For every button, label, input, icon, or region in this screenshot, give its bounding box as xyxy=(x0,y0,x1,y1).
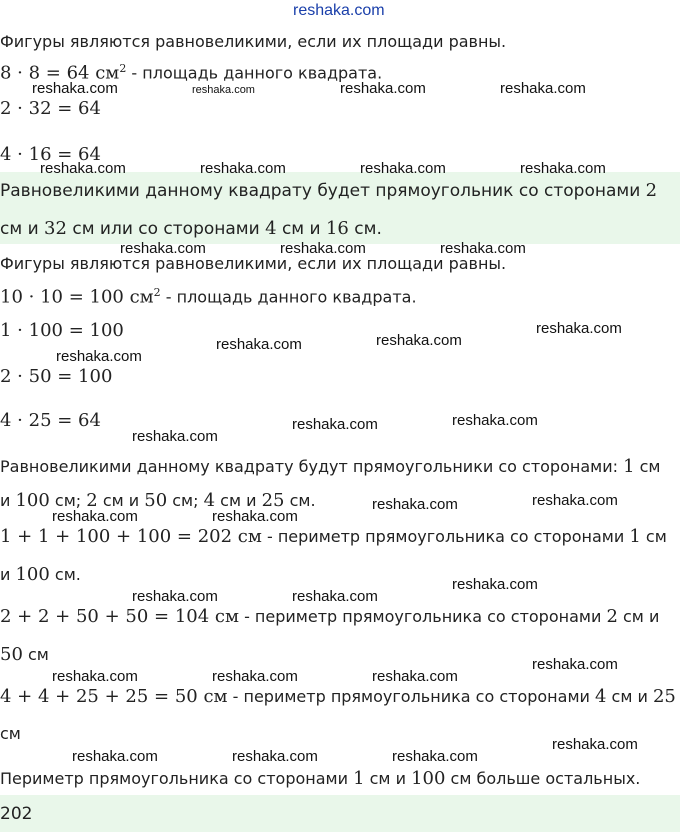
text-line: Равновеликими данному квадрату будут прямоугольники со сторонами: 1 см xyxy=(0,456,661,477)
watermark: reshaka.com xyxy=(292,588,378,605)
watermark: reshaka.com xyxy=(232,748,318,765)
watermark: reshaka.com xyxy=(72,748,158,765)
watermark: reshaka.com xyxy=(500,80,586,97)
conclusion-line: Периметр прямоугольника со сторонами 1 см и 100 см больше остальных. xyxy=(0,768,641,789)
site-link[interactable]: reshaka.com xyxy=(293,2,385,19)
answer-line: см и 32 см или со сторонами 4 см и 16 см. xyxy=(0,218,382,239)
watermark: reshaka.com xyxy=(52,668,138,685)
math-line: 8 · 8 = 64 $см^2$ - площадь данного квадрата. xyxy=(0,62,383,84)
watermark: reshaka.com xyxy=(212,668,298,685)
watermark: reshaka.com xyxy=(532,492,618,509)
math-line: 1 + 1 + 100 + 100 = 202 см - периметр прямоугольника со сторонами 1 см xyxy=(0,526,667,547)
text-line: и 100 см. xyxy=(0,564,81,585)
text-line: Фигуры являются равновеликими, если их площади равны. xyxy=(0,254,507,273)
watermark: reshaka.com xyxy=(532,656,618,673)
watermark: reshaka.com xyxy=(132,428,218,445)
watermark: reshaka.com xyxy=(452,412,538,429)
watermark: reshaka.com xyxy=(52,508,138,525)
watermark: reshaka.com xyxy=(216,336,302,353)
math-line: 2 · 50 = 100 xyxy=(0,366,113,387)
watermark: reshaka.com xyxy=(376,332,462,349)
math-line: 2 + 2 + 50 + 50 = 104 см - периметр прямоугольника со сторонами 2 см и xyxy=(0,606,660,627)
watermark: reshaka.com xyxy=(372,496,458,513)
text-line: см xyxy=(0,724,21,743)
answer-line: Равновеликими данному квадрату будет прямоугольник со сторонами 2 xyxy=(0,180,658,201)
math-line: 4 + 4 + 25 + 25 = 50 см - периметр прямоугольника со сторонами 4 см и 25 xyxy=(0,686,676,707)
math-line: 4 · 25 = 64 xyxy=(0,410,101,431)
watermark: reshaka.com xyxy=(372,668,458,685)
watermark: reshaka.com xyxy=(292,416,378,433)
watermark: reshaka.com xyxy=(132,588,218,605)
watermark: reshaka.com xyxy=(56,348,142,365)
text-line: и 100 см; 2 см и 50 см; 4 см и 25 см. xyxy=(0,490,316,511)
text-line: 50 см xyxy=(0,644,49,665)
watermark: reshaka.com xyxy=(120,240,206,257)
watermark: reshaka.com xyxy=(360,160,446,177)
watermark: reshaka.com xyxy=(280,240,366,257)
watermark: reshaka.com xyxy=(520,160,606,177)
math-line: 10 · 10 = 100 $см^2$ - площадь данного квадрата. xyxy=(0,286,417,308)
watermark: reshaka.com xyxy=(552,736,638,753)
watermark: reshaka.com xyxy=(200,160,286,177)
answer-highlight-2 xyxy=(0,795,680,832)
watermark: reshaka.com xyxy=(212,508,298,525)
math-line: 4 · 16 = 64 xyxy=(0,144,101,165)
watermark: reshaka.com xyxy=(32,80,118,97)
final-answer: 202 xyxy=(0,804,33,824)
watermark: reshaka.com xyxy=(340,80,426,97)
watermark: reshaka.com xyxy=(40,160,126,177)
watermark: reshaka.com xyxy=(192,84,255,96)
math-line: 2 · 32 = 64 xyxy=(0,98,101,119)
watermark: reshaka.com xyxy=(440,240,526,257)
watermark: reshaka.com xyxy=(452,576,538,593)
text-line: Фигуры являются равновеликими, если их площади равны. xyxy=(0,32,507,51)
watermark: reshaka.com xyxy=(392,748,478,765)
watermark: reshaka.com xyxy=(536,320,622,337)
math-line: 1 · 100 = 100 xyxy=(0,320,124,341)
